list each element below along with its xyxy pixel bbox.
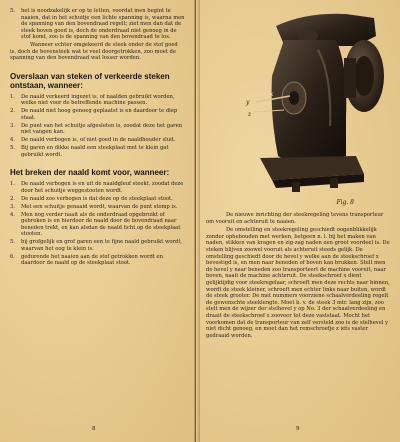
stitch-regulation-text xyxy=(206,212,390,339)
list-item xyxy=(10,123,185,136)
figure-caption: Fig. 8 xyxy=(336,199,354,206)
sewing-machine-figure xyxy=(206,6,390,208)
list-item xyxy=(10,145,185,158)
item-number: 5. xyxy=(10,145,15,152)
label-x: x xyxy=(270,91,274,98)
item-number: 5. xyxy=(10,239,15,246)
list-item xyxy=(10,94,185,107)
list-item xyxy=(10,204,185,211)
item-number: 4. xyxy=(10,211,15,218)
item-number: 5. xyxy=(10,8,15,14)
book-gutter xyxy=(194,0,200,442)
list-item xyxy=(10,254,185,267)
item-text: De naald verbogen is, of niet goed in de naaldhouder sluit. xyxy=(21,137,176,144)
item-text: De naald verbogen is en uit de naaldgleuf steekt, zoodat deze door het schuitje weggestooten wordt. xyxy=(21,181,184,194)
item-number: 3. xyxy=(10,203,15,210)
list-item xyxy=(10,137,185,144)
item-text: Men nog verder naait als de onderdraad opgebruikt of gebroken is en hierdoor de naald door de bovendraad naar beneden trekt, en kan alsdan de naald licht op de steekplaat stooten. xyxy=(21,211,181,238)
label-z: z xyxy=(248,111,252,118)
item-text: De naald verkeerd ingezet is, of naalden gebruikt worden, welke niet voor de betreffende machine passen. xyxy=(21,93,175,107)
paragraph-1: De nieuwe inrichting der steekregeling tevens transporteur om vooruit en achteruit te naaien. xyxy=(206,212,384,225)
label-y: y xyxy=(246,99,250,106)
item-text: Met een schuitje genaaid wordt, waarvan de punt stomp is. xyxy=(21,203,178,210)
page-number: 8 xyxy=(92,426,96,432)
item-number: 1. xyxy=(10,181,15,188)
continued-list xyxy=(10,8,185,41)
sewing-machine-illustration xyxy=(206,6,390,208)
item-text: De punt van het schuitje afgesleten is, zoodat deze het garen niet vangen kan. xyxy=(21,122,183,136)
list-item xyxy=(10,239,185,252)
list-item xyxy=(10,196,185,203)
item-text: Bij garen en dikke naald een steekplaat met te klein gat gebruikt wordt. xyxy=(21,145,169,158)
needle-breaking-list xyxy=(10,181,185,267)
item-number: 1. xyxy=(10,93,15,100)
item-number: 4. xyxy=(10,137,15,144)
item-text: De naald niet hoog genoeg geplaatst is en daardoor te diep staat. xyxy=(21,108,178,121)
item-number: 2. xyxy=(10,195,15,202)
item-text: De naald zoo verbogen is dat deze op de steekplaat stoot. xyxy=(21,195,173,202)
list-item xyxy=(10,181,185,194)
list-item xyxy=(10,108,185,121)
left-page xyxy=(0,0,196,442)
page-number: 9 xyxy=(296,426,300,432)
section-title-needle-breaking: Het breken der naald komt voor, wanneer: xyxy=(10,168,170,178)
intro-paragraph: Wanneer echter omgekeerd de steek onder de stof goed is, doch de bovensteek wat te veel doorgetrokken, zoo moet de spanning van den bovendraad wat losser worden. xyxy=(10,41,178,62)
right-page xyxy=(196,0,400,442)
item-number: 3. xyxy=(10,122,15,129)
list-item xyxy=(10,212,185,238)
section-title-skipped-stitches: Overslaan van steken of verkeerde steken ontstaan, wanneer: xyxy=(10,71,170,90)
paragraph-2: De omstelling en steekregeling geschiedt oogenblikkelijk zonder ophebouden met werken, betgeen n. l. bij het maken van naden, stikken van kragen en zig-zag naden een groot voordeel is. De steken blijven zoowel vooruit als achteruit steeds gelijk. De omstelling geschiedt door de hevel y welke aan de steekschroef x bevestigd is, en men naar beneden of boven kan brukken. Stelt men de hevel y naar beneden zoo transporteert de machine vooruit, naar boven, naait de machine achteruit. De steekschroef x dient gelijktijdig voor steekregelaar, schroeft men deze rechts naar binnen, wordt de steek kleiner, schroeft men echter links naar buiten, wordt de steek grooter. De met nummers voorziene schaalverdeeling regelt de gewenschte steeklengte. Moet b. v. de steek 3 mtr. lang zijn, zoo stelt men de wijzer der stelhevel y op No. 3 der schaalverdeeling en draait de steekschroef x zooveer tot deze vaststaat. Mocht het voorkomen dat de transporteur van zelf versteld zoo is de stelhevel y niet dicht genoeg, en moet dan het remschroefje z iets vaster gedraaid worden. xyxy=(206,227,390,339)
item-number: 6. xyxy=(10,253,15,260)
skipped-stitches-list xyxy=(10,94,185,159)
item-text: gedurende het naaien aan de stof getrokken wordt en daardoor de naald op de steekplaat stoot. xyxy=(21,253,163,267)
item-text: bij grofgelijk en grof garen een te fijne naald gebruikt wordt, waarvan het oog te klein is. xyxy=(21,239,183,252)
item-text: het is noodzakelijk er op te letten, voordat men begint te naaien, dat in het schuitje een lichte spanning is, waarna men de spanning van den bovendraad regelt; ziet men dan dat de steek boven goed is, doch de onderdraad niet genoeg in de stof komt, zoo is de spanning van den bovendraad te los. xyxy=(21,8,185,41)
list-item xyxy=(10,8,185,41)
item-number: 2. xyxy=(10,108,15,115)
